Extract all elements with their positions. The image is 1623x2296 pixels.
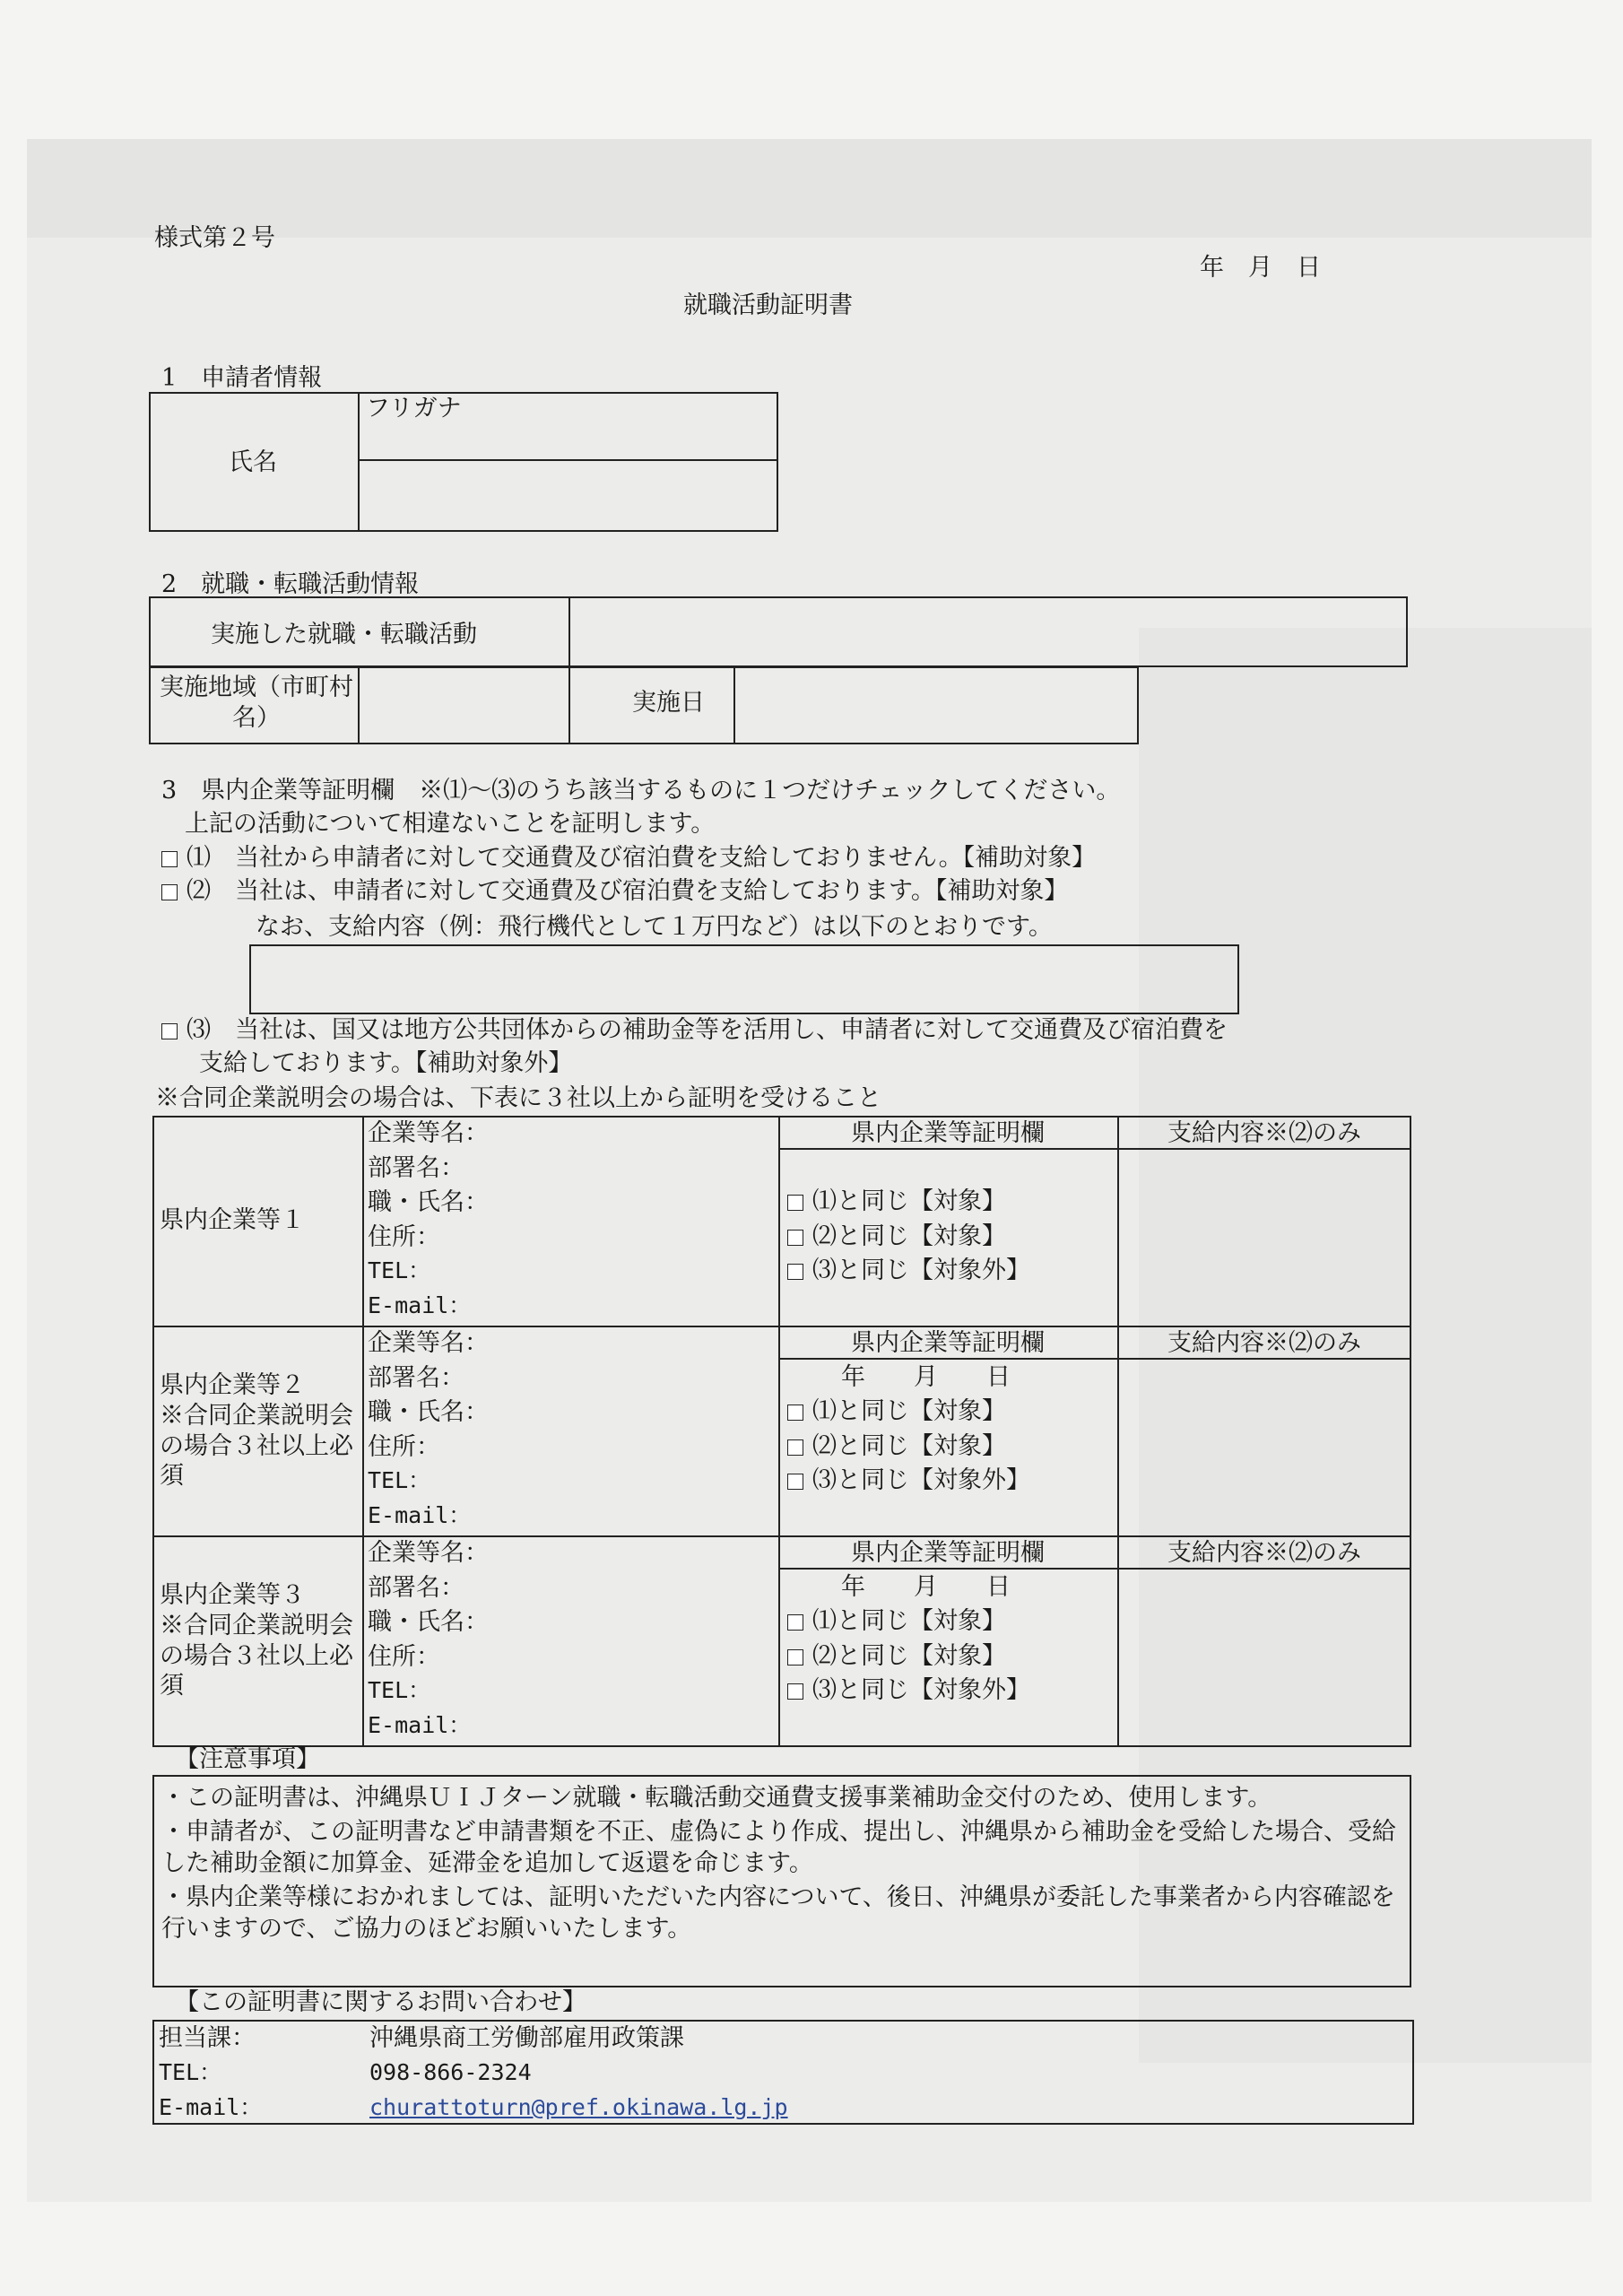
company-field-label: E-mail： — [368, 1501, 472, 1528]
company-field-label: 企業等名： — [368, 1539, 489, 1567]
cert-checkbox[interactable] — [787, 1614, 803, 1631]
cert-check-label: ⑵と同じ【対象】 — [812, 1222, 1006, 1250]
cert-check-label: ⑶と同じ【対象外】 — [812, 1676, 1030, 1704]
company-field-label: 企業等名： — [368, 1119, 489, 1147]
notes-box — [152, 1775, 1411, 1987]
option-3-text: ⑶ 当社は、国又は地方公共団体からの補助金等を活用し、申請者に対して交通費及び宿泊費を — [187, 1016, 1228, 1044]
option-3-cont: 支給しております。【補助対象外】 — [199, 1049, 573, 1077]
name-label: 氏名 — [229, 448, 277, 476]
cert-checkbox[interactable] — [787, 1264, 803, 1280]
section3-heading: 3 県内企業等証明欄 ※⑴～⑶のうち該当するものに１つだけチェックしてください。 — [161, 777, 1121, 804]
cert-checkbox[interactable] — [787, 1195, 803, 1211]
company-field-label: 住所： — [368, 1432, 440, 1461]
company-field-label: TEL： — [368, 1467, 431, 1493]
cert-check-label: ⑶と同じ【対象外】 — [812, 1257, 1030, 1284]
cert-check-option[interactable] — [787, 1397, 1006, 1426]
certify-statement: 上記の活動について相違ないことを証明します。 — [185, 810, 716, 838]
company-field-label: TEL： — [368, 1677, 431, 1703]
cert-check-label: ⑴と同じ【対象】 — [812, 1607, 1006, 1635]
cert-checkbox[interactable] — [787, 1439, 803, 1456]
furigana-label: フリガナ — [366, 395, 462, 422]
cert-column-header: 県内企業等証明欄 — [851, 1539, 1045, 1567]
cert-checkbox[interactable] — [787, 1405, 803, 1421]
company-label: 県内企業等１ — [160, 1206, 305, 1234]
issue-date: 年 月 日 — [1200, 254, 1321, 282]
company-field-label: E-mail： — [368, 1292, 472, 1318]
cert-checkbox[interactable] — [787, 1649, 803, 1665]
cert-check-option[interactable] — [787, 1222, 1006, 1251]
option-2[interactable] — [161, 877, 1068, 906]
option-1-text: ⑴ 当社から申請者に対して交通費及び宿泊費を支給しておりません。【補助対象】 — [187, 844, 1097, 872]
furigana-field[interactable] — [363, 426, 774, 457]
company-info-field[interactable] — [497, 1539, 769, 1742]
region-label: 実施地域（市町村名） — [160, 674, 353, 732]
section2-heading: 2 就職・転職活動情報 — [161, 570, 420, 598]
activity-field[interactable] — [574, 601, 1402, 664]
document-title: 就職活動証明書 — [683, 291, 853, 319]
company-field-label: 住所： — [368, 1222, 440, 1251]
region-divider — [358, 666, 360, 744]
cert-check-option[interactable] — [787, 1607, 1006, 1636]
cert-check-label: ⑵と同じ【対象】 — [812, 1641, 1006, 1670]
option-2-checkbox[interactable] — [161, 884, 178, 900]
pay-detail-field[interactable] — [1123, 1571, 1406, 1740]
contact-heading: 【この証明書に関するお問い合わせ】 — [175, 1988, 586, 2016]
applicant-divider — [358, 392, 360, 532]
email-link[interactable]: churattoturn@pref.okinawa.lg.jp — [369, 2094, 788, 2120]
company-col-divider — [362, 1535, 364, 1745]
company-col-divider — [362, 1116, 364, 1326]
cert-checkbox[interactable] — [787, 1683, 803, 1700]
pay-detail-field[interactable] — [1123, 1152, 1406, 1320]
pay-detail-field[interactable] — [1123, 1361, 1406, 1530]
cert-checkbox[interactable] — [787, 1230, 803, 1246]
company-field-label: 住所： — [368, 1642, 440, 1671]
region-field[interactable] — [363, 671, 565, 740]
company-col-divider — [362, 1326, 364, 1535]
cert-check-label: ⑴と同じ【対象】 — [812, 1187, 1006, 1215]
pay-column-header: 支給内容※⑵のみ — [1167, 1329, 1361, 1357]
name-field[interactable] — [363, 465, 774, 527]
applicant-row-divider — [358, 459, 778, 461]
cert-checkbox[interactable] — [787, 1474, 803, 1490]
company-field-label: E-mail： — [368, 1711, 472, 1738]
pay-column-header: 支給内容※⑵のみ — [1167, 1539, 1361, 1567]
section1-heading: 1 申請者情報 — [161, 364, 323, 392]
cert-check-option[interactable] — [787, 1432, 1006, 1461]
pay-column-header: 支給内容※⑵のみ — [1167, 1119, 1361, 1147]
company-field-label: 企業等名： — [368, 1329, 489, 1357]
joint-fair-note: ※合同企業説明会の場合は、下表に３社以上から証明を受けること — [155, 1084, 881, 1112]
cert-column-header: 県内企業等証明欄 — [851, 1329, 1045, 1357]
payment-detail-field[interactable] — [249, 944, 1239, 1014]
cert-check-label: ⑶と同じ【対象外】 — [812, 1466, 1030, 1494]
company-field-label: 部署名： — [368, 1363, 464, 1392]
company-info-field[interactable] — [497, 1329, 769, 1532]
option-1[interactable] — [161, 844, 1096, 873]
tel-number: 098-866-2324 — [369, 2059, 532, 2085]
note-item: ・申請者が、この証明書など申請書類を不正、虚偽により作成、提出し、沖縄県から補助金を受給した場合、受給した補助金額に加算金、延滞金を追加して返還を命じます。 — [161, 1818, 1396, 1878]
company-field-label: 職・氏名： — [368, 1608, 489, 1636]
cert-check-option[interactable] — [787, 1187, 1006, 1216]
cert-date: 年 月 日 — [841, 1363, 1011, 1391]
dept-name: 沖縄県商工労働部雇用政策課 — [369, 2024, 684, 2052]
company-field-label: 職・氏名： — [368, 1188, 489, 1216]
notes-heading: 【注意事項】 — [175, 1745, 320, 1773]
form-number: 様式第２号 — [154, 224, 275, 252]
note-item: ・県内企業等様におかれましては、証明いただいた内容について、後日、沖縄県が委託した事業者から内容確認を行いますので、ご協力のほどお願いいたします。 — [161, 1883, 1395, 1944]
company-field-label: 部署名： — [368, 1153, 464, 1182]
cert-column-header: 県内企業等証明欄 — [851, 1119, 1045, 1147]
date-field[interactable] — [739, 671, 1133, 740]
company-field-label: 職・氏名： — [368, 1398, 489, 1426]
cert-check-label: ⑵と同じ【対象】 — [812, 1431, 1006, 1460]
option-2-note: なお、支給内容（例：飛行機代として１万円など）は以下のとおりです。 — [256, 913, 1053, 941]
option-2-text: ⑵ 当社は、申請者に対して交通費及び宿泊費を支給しております。【補助対象】 — [187, 877, 1069, 905]
option-3-checkbox[interactable] — [161, 1023, 178, 1039]
email-label: E-mail： — [159, 2094, 263, 2120]
option-1-checkbox[interactable] — [161, 851, 178, 867]
cert-check-option[interactable] — [787, 1257, 1030, 1285]
company-info-field[interactable] — [497, 1119, 769, 1322]
company-field-label: 部署名： — [368, 1573, 464, 1602]
note-item: ・この証明書は、沖縄県ＵＩＪターン就職・転職活動交通費支援事業補助金交付のため、使用します。 — [161, 1784, 1272, 1812]
date-divider — [733, 666, 735, 744]
tel-label: TEL： — [159, 2059, 222, 2085]
company-label: 県内企業等２ ※合同企業説明会の場合３社以上必須 — [160, 1371, 353, 1491]
cert-date: 年 月 日 — [841, 1573, 1011, 1601]
company-field-label: TEL： — [368, 1257, 431, 1283]
dept-label: 担当課： — [159, 2024, 256, 2052]
option-3[interactable] — [161, 1016, 1228, 1045]
cert-check-label: ⑴と同じ【対象】 — [812, 1397, 1006, 1425]
cert-check-option[interactable] — [787, 1642, 1006, 1671]
activity-label: 実施した就職・転職活動 — [211, 621, 477, 648]
cert-check-option[interactable] — [787, 1676, 1030, 1705]
company-label: 県内企業等３ ※合同企業説明会の場合３社以上必須 — [160, 1581, 353, 1700]
cert-check-option[interactable] — [787, 1466, 1030, 1495]
date-label: 実施日 — [632, 689, 705, 717]
